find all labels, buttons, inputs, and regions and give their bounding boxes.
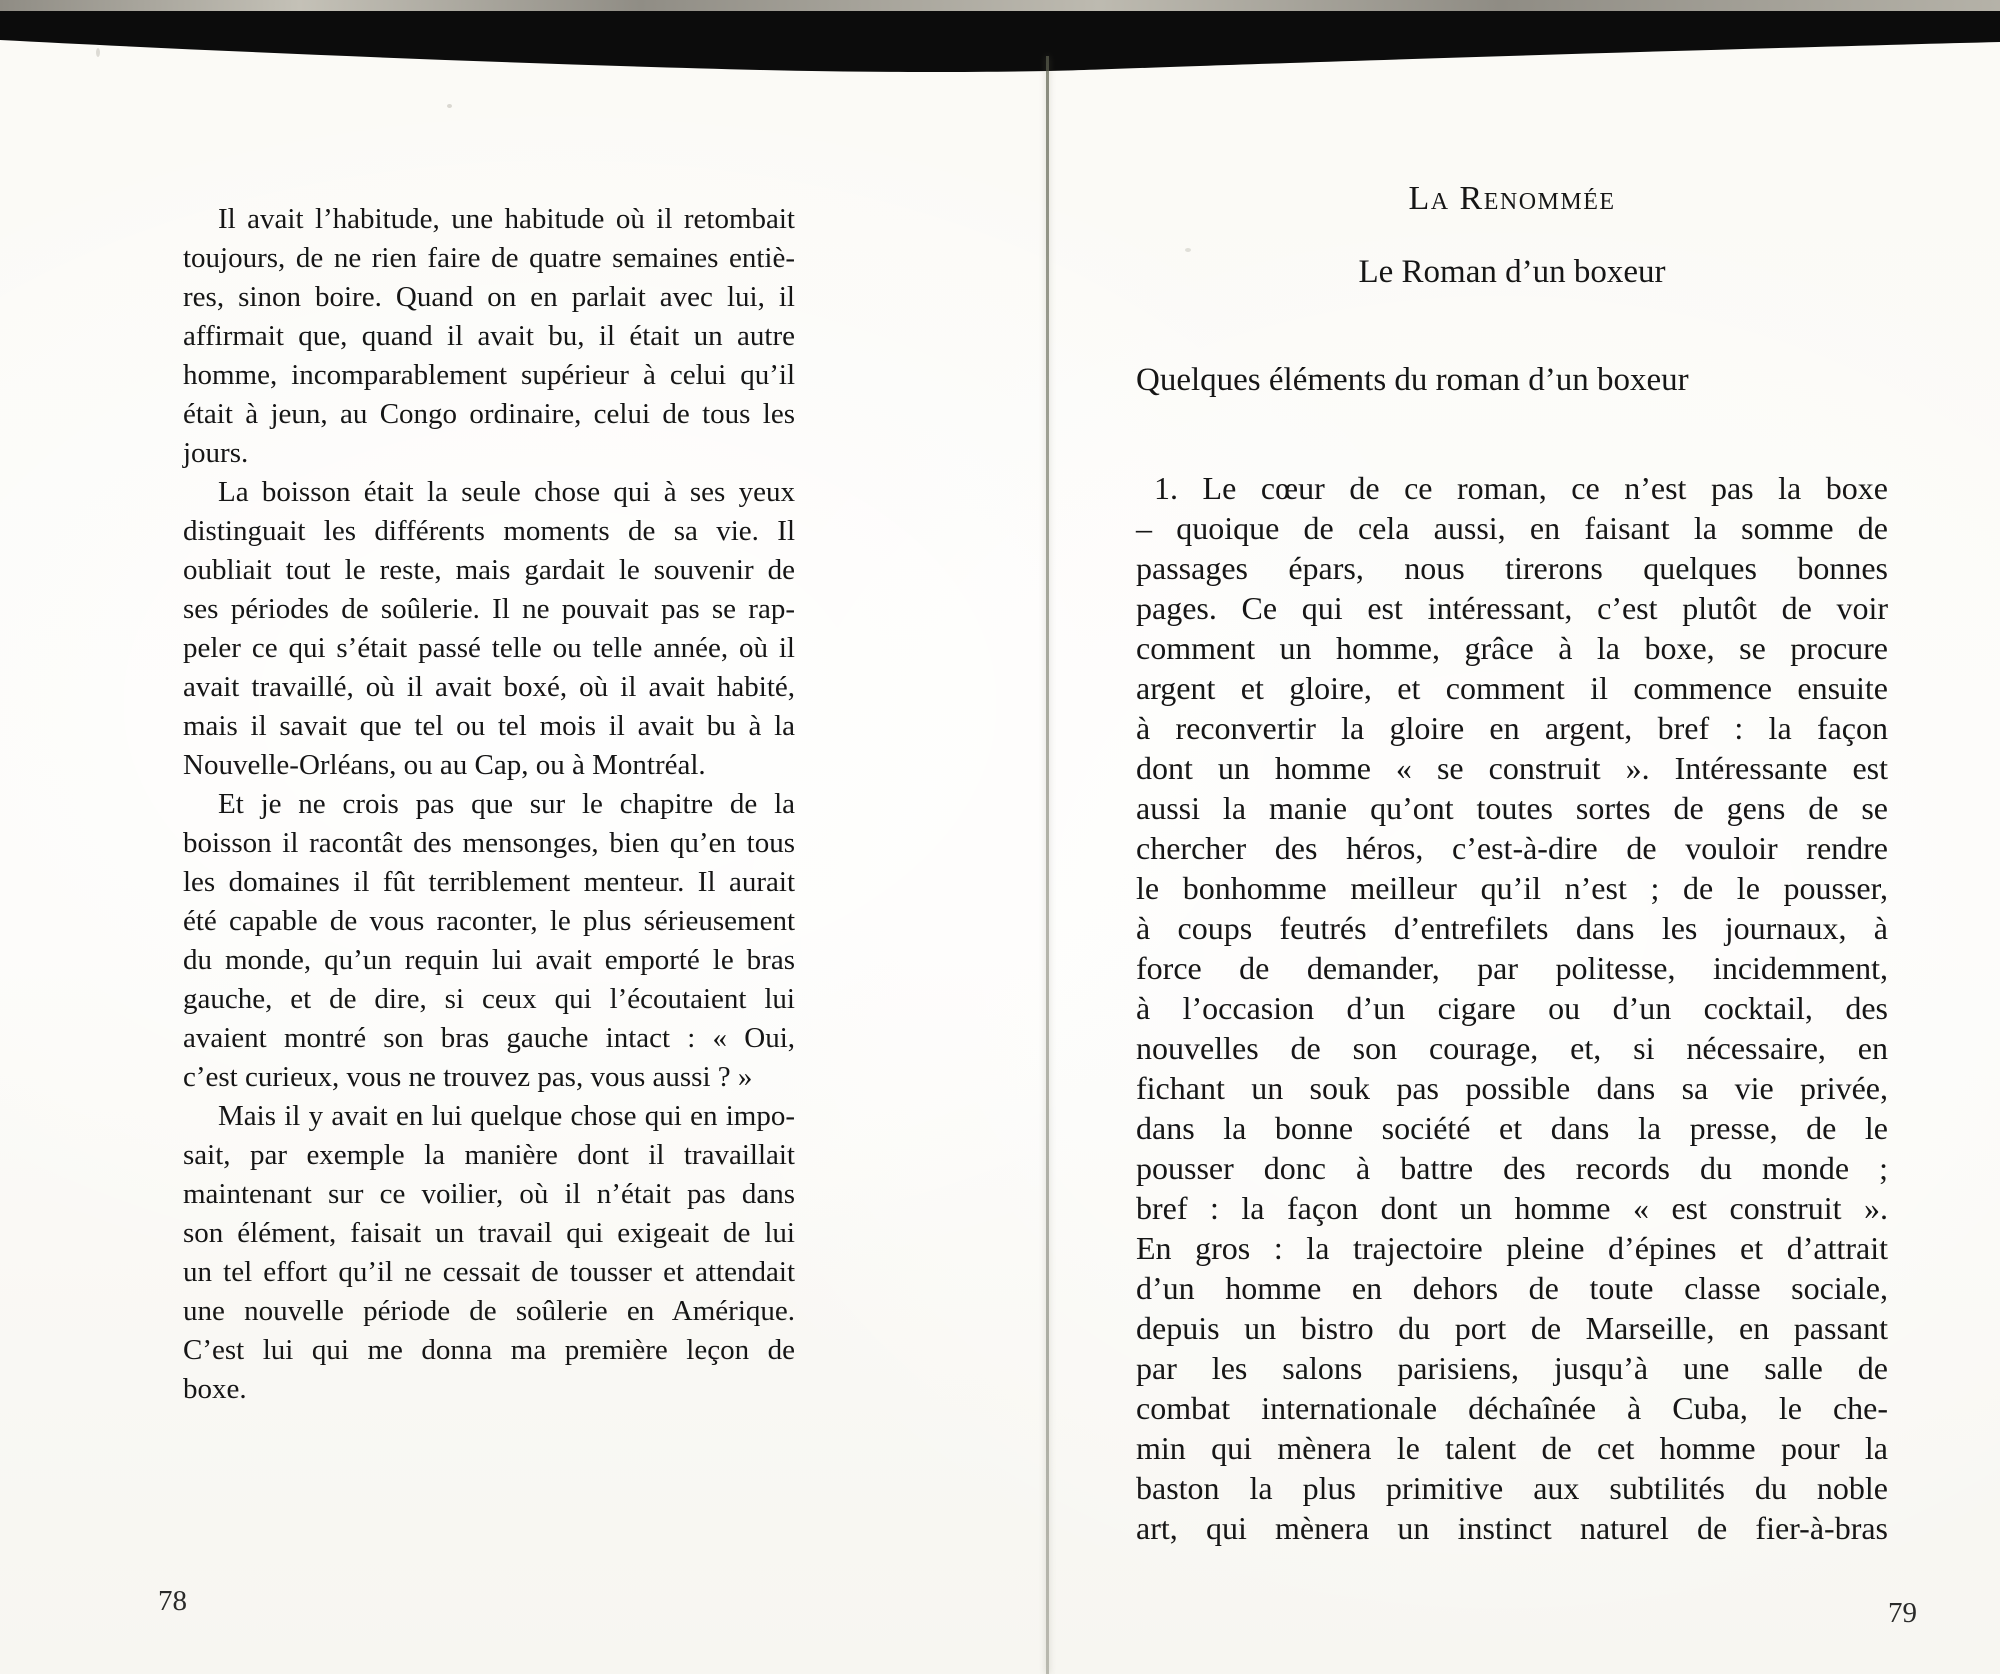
left-page-text: [183, 200, 795, 1409]
text-line: oubliait tout le reste, mais gardait le souvenir de: [183, 554, 795, 586]
page-number-left: 78: [158, 1585, 187, 1617]
text-line: baston la plus primitive aux subtilités du noble: [1136, 1470, 1888, 1506]
text-line: boxe.: [183, 1373, 247, 1405]
text-line: art, qui mènera un instinct naturel de fier-à-bras: [1136, 1510, 1888, 1546]
text-line: à reconvertir la gloire en argent, bref : la façon: [1136, 710, 1888, 746]
text-line: depuis un bistro du port de Marseille, en passant: [1136, 1310, 1888, 1346]
text-line: une nouvelle période de soûlerie en Amérique.: [183, 1295, 795, 1327]
text-line: par les salons parisiens, jusqu’à une salle de: [1136, 1350, 1888, 1386]
text-line: du monde, qu’un requin lui avait emporté le bras: [183, 944, 795, 976]
text-line: peler ce qui s’était passé telle ou telle année, où il: [183, 632, 795, 664]
text-line: min qui mènera le talent de cet homme pour la: [1136, 1430, 1888, 1466]
text-line: homme, incomparablement supérieur à celui qu’il: [183, 359, 795, 391]
scan-speck: [1185, 248, 1191, 252]
spine-shadow: [0, 11, 2000, 72]
text-line: les domaines il fût terriblement menteur. Il aurait: [183, 866, 795, 898]
scanner-edge-artifact: [0, 0, 2000, 90]
paragraph: [183, 473, 795, 785]
text-line: était à jeun, au Congo ordinaire, celui de tous les: [183, 398, 795, 430]
chapter-heading: La Renommée: [1408, 180, 1616, 217]
text-line: c’est curieux, vous ne trouvez pas, vous aussi ? »: [183, 1061, 753, 1093]
text-line: d’un homme en dehors de toute classe sociale,: [1136, 1270, 1888, 1306]
text-line: force de demander, par politesse, incidemment,: [1136, 950, 1888, 986]
scan-speck: [447, 104, 452, 108]
text-line: dont un homme « se construit ». Intéressante est: [1136, 750, 1888, 786]
text-line: nouvelles de son courage, et, si nécessaire, en: [1136, 1030, 1888, 1066]
paragraph: [183, 785, 795, 1097]
text-line: son élément, faisait un travail qui exigeait de lui: [183, 1217, 795, 1249]
scan-speck: [96, 48, 100, 57]
text-line: fichant un souk pas possible dans sa vie privée,: [1136, 1070, 1888, 1106]
text-line: jours.: [183, 437, 249, 469]
text-line: aussi la manie qu’ont toutes sortes de gens de se: [1136, 790, 1888, 826]
right-page-text: [1136, 468, 1888, 1548]
book-spine-gutter: [1046, 56, 1049, 1674]
text-line: distinguait les différents moments de sa vie. Il: [183, 515, 795, 547]
text-line: avait travaillé, où il avait boxé, où il avait habité,: [183, 671, 795, 703]
text-line: toujours, de ne rien faire de quatre semaines entiè-: [183, 242, 795, 274]
paragraph: [183, 200, 795, 473]
text-line: ses périodes de soûlerie. Il ne pouvait pas se rap-: [183, 593, 795, 625]
text-line: 1. Le cœur de ce roman, ce n’est pas la boxe: [1154, 470, 1888, 506]
text-line: Nouvelle-Orléans, ou au Cap, ou à Montréal.: [183, 749, 706, 781]
paragraph: [183, 1097, 795, 1409]
page-subtitle: Le Roman d’un boxeur: [1358, 254, 1666, 290]
text-line: un tel effort qu’il ne cessait de tousser et attendait: [183, 1256, 795, 1288]
text-line: sait, par exemple la manière dont il travaillait: [183, 1139, 795, 1171]
text-line: à l’occasion d’un cigare ou d’un cocktail, des: [1136, 990, 1888, 1026]
text-line: le bonhomme meilleur qu’il n’est ; de le pousser,: [1136, 870, 1888, 906]
text-line: Et je ne crois pas que sur le chapitre de la: [218, 788, 795, 820]
text-line: mais il savait que tel ou tel mois il avait bu à la: [183, 710, 795, 742]
text-line: Mais il y avait en lui quelque chose qui en impo-: [218, 1100, 795, 1132]
text-line: C’est lui qui me donna ma première leçon de: [183, 1334, 795, 1366]
text-line: passages épars, nous tirerons quelques bonnes: [1136, 550, 1888, 586]
text-line: bref : la façon dont un homme « est construit ».: [1136, 1190, 1888, 1226]
text-line: – quoique de cela aussi, en faisant la somme de: [1136, 510, 1888, 546]
text-line: à coups feutrés d’entrefilets dans les journaux, à: [1136, 910, 1888, 946]
text-line: maintenant sur ce voilier, où il n’était pas dans: [183, 1178, 795, 1210]
page-number-right: 79: [1888, 1597, 1917, 1629]
text-line: pousser donc à battre des records du monde ;: [1136, 1150, 1888, 1186]
text-line: combat internationale déchaînée à Cuba, le che-: [1136, 1390, 1888, 1426]
text-line: gauche, et de dire, si ceux qui l’écoutaient lui: [183, 983, 795, 1015]
paragraph: [1136, 468, 1888, 1548]
section-heading: Quelques éléments du roman d’un boxeur: [1136, 362, 1689, 398]
text-line: été capable de vous raconter, le plus sérieusement: [183, 905, 795, 937]
text-line: res, sinon boire. Quand on en parlait avec lui, il: [183, 281, 795, 313]
text-line: avaient montré son bras gauche intact : « Oui,: [183, 1022, 795, 1054]
text-line: dans la bonne société et dans la presse, de le: [1136, 1110, 1888, 1146]
text-line: boisson il racontât des mensonges, bien qu’en tous: [183, 827, 795, 859]
text-line: comment un homme, grâce à la boxe, se procure: [1136, 630, 1888, 666]
text-line: Il avait l’habitude, une habitude où il retombait: [218, 203, 795, 235]
text-line: pages. Ce qui est intéressant, c’est plutôt de voir: [1136, 590, 1888, 626]
text-line: affirmait que, quand il avait bu, il était un autre: [183, 320, 795, 352]
text-line: En gros : la trajectoire pleine d’épines et d’attrait: [1136, 1230, 1888, 1266]
text-line: argent et gloire, et comment il commence ensuite: [1136, 670, 1888, 706]
text-line: chercher des héros, c’est-à-dire de vouloir rendre: [1136, 830, 1888, 866]
text-line: La boisson était la seule chose qui à ses yeux: [218, 476, 795, 508]
